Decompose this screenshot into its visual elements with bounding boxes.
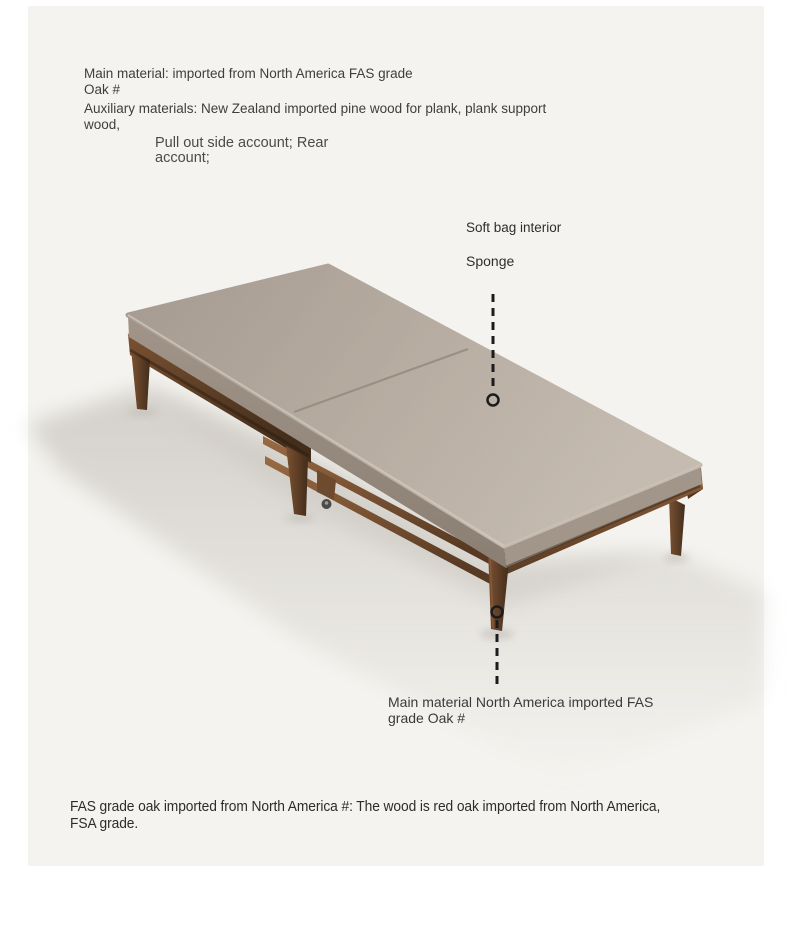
caster-hub [325, 501, 329, 505]
footnote-line2: FSA grade. [70, 814, 139, 832]
pullout-annotation [155, 136, 328, 166]
footnote [70, 799, 660, 832]
materials-annotation [84, 66, 546, 132]
main-material-line1: Main material: imported from North America FAS grade [84, 66, 413, 81]
leg-material-line2: grade Oak # [388, 709, 466, 726]
sponge-label: Sponge [466, 253, 515, 269]
leg-material-label [388, 695, 653, 726]
auxiliary-material-line2: wood, [84, 116, 121, 132]
pullout-line1: Pull out side account; Rear [155, 135, 329, 151]
footnote-line1: FAS grade oak imported from North America #: The wood is red oak imported from North America, [70, 798, 661, 815]
leg-material-line1: Main material North America imported FAS [388, 694, 654, 710]
pullout-line2: account; [155, 150, 210, 166]
soft-bag-label: Soft bag interior [466, 220, 562, 235]
auxiliary-material-line1: Auxiliary materials: New Zealand imported pine wood for plank, plank support [84, 101, 547, 116]
main-material-line2: Oak # [84, 81, 121, 97]
